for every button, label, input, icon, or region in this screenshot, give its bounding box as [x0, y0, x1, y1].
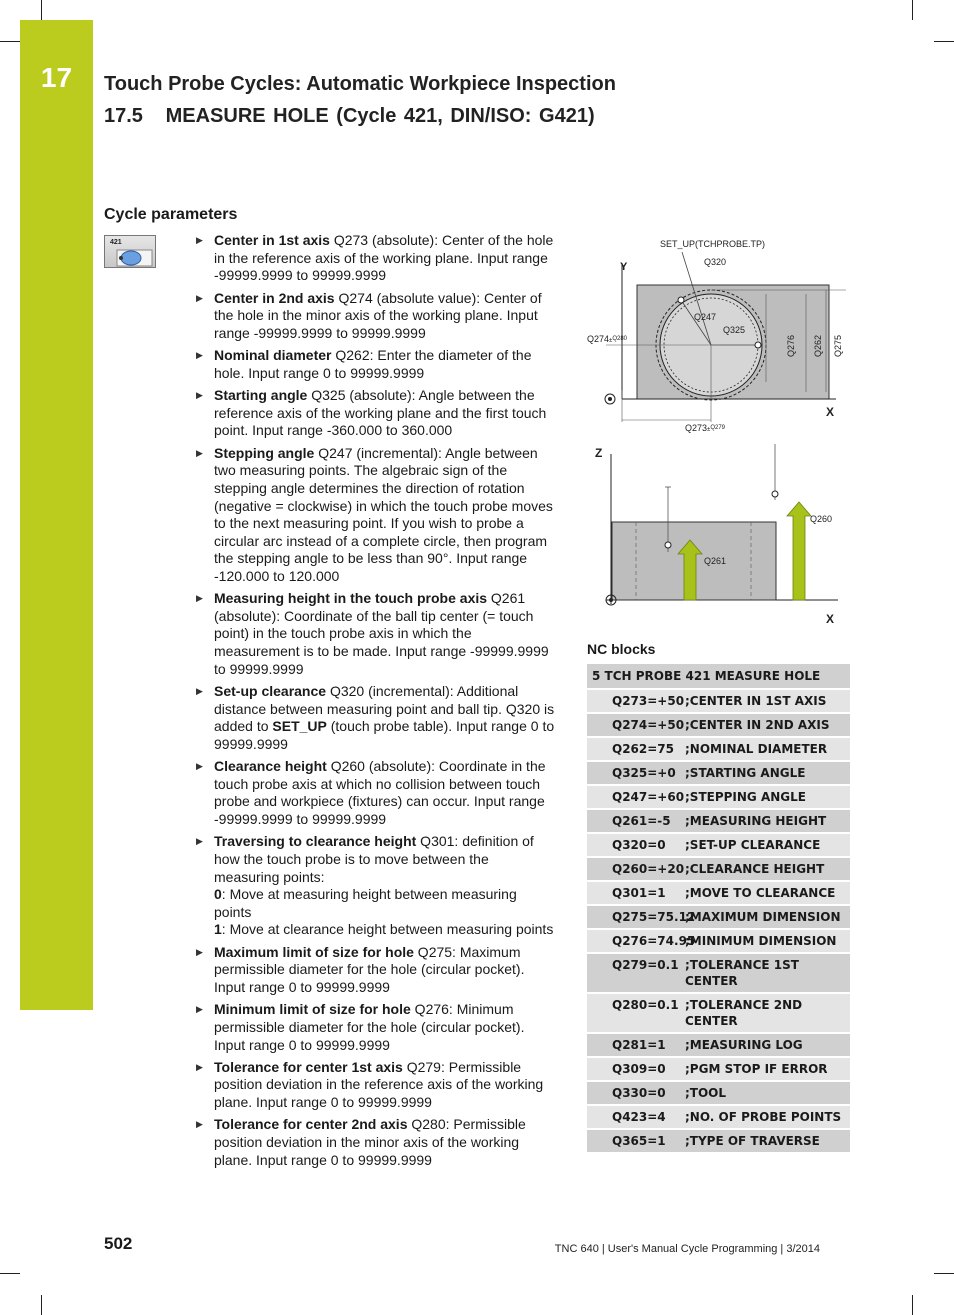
parameter-list: [196, 232, 556, 1174]
nc-comment: ;MAXIMUM DIMENSION: [685, 910, 841, 924]
option-key: 0: [214, 886, 222, 903]
nc-row: [587, 808, 850, 832]
parameter-item: [196, 833, 556, 939]
bullet-arrow-icon: ▶: [196, 1004, 203, 1015]
parameter-name: Center in 2nd axis: [214, 289, 335, 306]
parameter-item: [196, 590, 556, 678]
cycle-diagram: [586, 232, 848, 632]
crop-mark: [934, 1273, 954, 1274]
parameter-item: [196, 347, 556, 382]
nc-parameter: Q281=1: [612, 1038, 666, 1052]
nc-parameter: Q330=0: [612, 1086, 666, 1100]
page-footer: TNC 640 | User's Manual Cycle Programming | 3/2014: [554, 1243, 820, 1255]
nc-row: [587, 784, 850, 808]
parameter-item: [196, 1001, 556, 1054]
axis-y-label: Y: [620, 261, 628, 273]
nc-row: [587, 856, 850, 880]
nc-comment: ;SET-UP CLEARANCE: [685, 838, 821, 852]
nc-row: [587, 1104, 850, 1128]
parameter-item: [196, 445, 556, 586]
parameter-description-cont: (touch probe table). Input range 0 to 99999.9999: [214, 718, 555, 752]
nc-row: [587, 1032, 850, 1056]
q320-label: Q320: [704, 257, 727, 267]
nc-comment: ;CENTER IN 1ST AXIS: [685, 694, 827, 708]
crop-mark: [934, 41, 954, 42]
parameter-item: [196, 290, 556, 343]
nc-parameter: Q275=75.12: [612, 910, 696, 924]
parameter-name: Nominal diameter: [214, 347, 332, 364]
section-title: [104, 105, 595, 128]
chapter-title: Touch Probe Cycles: Automatic Workpiece Inspection: [104, 73, 616, 95]
q274-pm: ±: [609, 338, 613, 344]
nc-comment: ;MINIMUM DIMENSION: [685, 934, 837, 948]
nc-parameter: Q301=1: [612, 886, 666, 900]
bullet-arrow-icon: ▶: [196, 1119, 203, 1130]
crop-mark: [0, 1273, 20, 1274]
cycle-421-softkey-icon: [104, 235, 156, 268]
parameter-keyword: SET_UP: [272, 718, 327, 735]
parameter-name: Set-up clearance: [214, 683, 327, 700]
option-text: : Move at clearance height between measuring points: [221, 921, 554, 938]
nc-blocks-heading: NC blocks: [587, 641, 656, 657]
parameter-description: Q274 (absolute value): Center of the hole in the minor axis of the working plane. Input range -99999.9999 to 99999.9999: [214, 289, 542, 341]
nc-parameter: Q320=0: [612, 838, 666, 852]
bullet-arrow-icon: ▶: [196, 292, 203, 303]
nc-parameter: Q365=1: [612, 1134, 666, 1148]
parameter-description: Q275: Maximum permissible diameter for the hole (circular pocket). Input range 0 to 99999.9999: [214, 943, 525, 995]
parameter-name: Minimum limit of size for hole: [214, 1001, 411, 1018]
nc-parameter: Q260=+20: [612, 862, 685, 876]
bullet-arrow-icon: ▶: [196, 235, 203, 245]
q274-text: Q274: [587, 334, 610, 344]
nc-comment: ;TOLERANCE 2ND CENTER: [685, 998, 803, 1028]
bullet-arrow-icon: ▶: [196, 593, 203, 604]
q262-label: Q262: [813, 334, 823, 357]
nc-header-row: 5 TCH PROBE 421 MEASURE HOLE: [587, 664, 850, 688]
nc-rows: [587, 688, 850, 1152]
crop-mark: [912, 1295, 913, 1315]
q261-label: Q261: [704, 556, 727, 566]
q275-label: Q275: [833, 334, 843, 357]
bullet-arrow-icon: ▶: [196, 686, 203, 697]
parameter-item: [196, 758, 556, 828]
q279-text: Q279: [710, 425, 726, 431]
crop-mark: [41, 1295, 42, 1315]
q280-text: Q280: [612, 336, 628, 342]
parameter-description: Q262: Enter the diameter of the hole. Input range 0 to 99999.9999: [214, 347, 532, 381]
q276-label: Q276: [786, 334, 796, 357]
crop-mark: [41, 0, 42, 20]
nc-comment: ;STEPPING ANGLE: [685, 790, 806, 804]
nc-parameter: Q262=75: [612, 742, 675, 756]
nc-parameter: Q261=-5: [612, 814, 671, 828]
chapter-number: 17: [40, 62, 73, 93]
parameter-name: Measuring height in the touch probe axis: [214, 590, 488, 607]
q260-label: Q260: [810, 514, 833, 524]
nc-parameter: Q274=+50: [612, 718, 685, 732]
parameter-item: [196, 944, 556, 997]
parameter-description: Q276: Minimum permissible diameter for the hole (circular pocket). Input range 0 to 99999.9999: [214, 1001, 525, 1053]
nc-parameter: Q280=0.1: [612, 998, 679, 1012]
softkey-label: 421: [110, 239, 122, 246]
nc-parameter: Q309=0: [612, 1062, 666, 1076]
parameter-description: Q261 (absolute): Coordinate of the ball tip center (= touch point) in the touch probe axis in which the measurement is to be made. Input range -99999.9999 to 99999.9999: [214, 590, 549, 677]
nc-blocks-table: [587, 664, 850, 1152]
bullet-arrow-icon: ▶: [196, 946, 203, 957]
nc-row: [587, 992, 850, 1032]
side-view: [595, 444, 838, 626]
q247-label: Q247: [694, 312, 717, 322]
nc-comment: ;PGM STOP IF ERROR: [685, 1062, 828, 1076]
nc-row: [587, 904, 850, 928]
nc-comment: ;MOVE TO CLEARANCE: [685, 886, 836, 900]
bullet-arrow-icon: ▶: [196, 836, 203, 847]
parameter-item: [196, 232, 556, 285]
parameter-description: Q301: definition of how the touch probe is to move between the measuring points:: [214, 833, 534, 885]
parameter-item: [196, 683, 556, 753]
nc-comment: ;CLEARANCE HEIGHT: [685, 862, 825, 876]
nc-comment: ;STARTING ANGLE: [685, 766, 806, 780]
nc-row: [587, 928, 850, 952]
bullet-arrow-icon: ▶: [196, 1061, 203, 1072]
nc-row: [587, 1056, 850, 1080]
nc-parameter: Q273=+50: [612, 694, 685, 708]
parameter-name: Stepping angle: [214, 444, 315, 461]
nc-comment: ;MEASURING HEIGHT: [685, 814, 827, 828]
parameter-name: Center in 1st axis: [214, 232, 330, 248]
nc-row: [587, 712, 850, 736]
axis-x-side-label: X: [826, 612, 835, 626]
q273-label: [685, 423, 726, 433]
parameter-description: Q260 (absolute): Coordinate in the touch probe axis at which no collision between touch probe and workpiece (fixtures) can occur. Input range -99999.9999 to 99999.9999: [214, 758, 546, 827]
q273-pm: ±: [707, 427, 711, 433]
axis-z-label: Z: [595, 446, 603, 460]
nc-parameter: Q279=0.1: [612, 958, 679, 972]
nc-row: [587, 760, 850, 784]
axis-x-label: X: [826, 405, 835, 419]
q273-text: Q273: [685, 423, 708, 433]
nc-row: [587, 1128, 850, 1152]
page-number: 502: [104, 1234, 133, 1253]
bullet-arrow-icon: ▶: [196, 761, 203, 772]
bullet-arrow-icon: ▶: [196, 390, 203, 401]
nc-comment: ;NOMINAL DIAMETER: [685, 742, 828, 756]
section-number: 17.5: [104, 105, 143, 127]
nc-comment: ;TYPE OF TRAVERSE: [685, 1134, 820, 1148]
nc-row: [587, 1080, 850, 1104]
option-key: 1: [214, 921, 222, 938]
nc-comment: ;TOOL: [685, 1086, 727, 1100]
option-text: : Move at measuring height between measuring points: [214, 886, 517, 920]
parameter-item: [196, 387, 556, 440]
parameter-item: [196, 1059, 556, 1112]
section-name: MEASURE HOLE (Cycle 421, DIN/ISO: G421): [165, 105, 595, 127]
nc-row: [587, 952, 850, 992]
bullet-arrow-icon: ▶: [196, 447, 203, 458]
parameter-name: Maximum limit of size for hole: [214, 943, 414, 960]
cycle-parameters-heading: Cycle parameters: [104, 206, 238, 223]
parameter-description: Q273 (absolute): Center of the hole in the reference axis of the working plane. Input range -99999.9999 to 99999.9999: [214, 232, 554, 284]
hole-icon: [105, 236, 155, 267]
nc-parameter: Q276=74.95: [612, 934, 696, 948]
nc-comment: ;MEASURING LOG: [685, 1038, 803, 1052]
parameter-description: Q280: Permissible position deviation in the minor axis of the working plane. Input range 0 to 99999.9999: [214, 1116, 526, 1168]
parameter-item: [196, 1116, 556, 1169]
nc-comment: ;TOLERANCE 1ST CENTER: [685, 958, 799, 988]
nc-parameter: Q423=4: [612, 1110, 666, 1124]
parameter-name: Traversing to clearance height: [214, 833, 417, 850]
nc-comment: ;NO. OF PROBE POINTS: [685, 1110, 842, 1124]
crop-mark: [0, 41, 20, 42]
parameter-description: Q320 (incremental): Additional distance between measuring point and ball tip. Q320 is added to: [214, 683, 555, 735]
nc-comment: ;CENTER IN 2ND AXIS: [685, 718, 830, 732]
parameter-name: Starting angle: [214, 387, 308, 404]
nc-row: [587, 688, 850, 712]
chapter-tab: [20, 20, 93, 1010]
parameter-description: Q247 (incremental): Angle between two measuring points. The algebraic sign of the stepping angle determines the direction of rotation (negative = clockwise) in which the touch probe moves to the next measuring point. If you wish to probe a circular arc instead of a complete circle, then program the stepping angle to be less than 90°. Input range -120.000 to 120.000: [214, 444, 553, 584]
parameter-name: Tolerance for center 2nd axis: [214, 1116, 408, 1133]
parameter-description: Q325 (absolute): Angle between the reference axis of the working plane and the first touch point. Input range -360.000 to 360.000: [214, 387, 547, 439]
parameter-description: Q279: Permissible position deviation in the reference axis of the working plane. Input range 0 to 99999.9999: [214, 1058, 544, 1111]
nc-row: [587, 880, 850, 904]
parameter-name: Tolerance for center 1st axis: [214, 1058, 403, 1075]
nc-row: [587, 832, 850, 856]
nc-row: [587, 736, 850, 760]
parameter-name: Clearance height: [214, 758, 327, 775]
bullet-arrow-icon: ▶: [196, 350, 203, 361]
nc-parameter: Q247=+60: [612, 790, 685, 804]
setup-label: SET_UP(TCHPROBE.TP): [660, 239, 766, 249]
crop-mark: [912, 0, 913, 20]
nc-parameter: Q325=+0: [612, 766, 676, 780]
q325-label: Q325: [723, 325, 746, 335]
top-view: [587, 239, 846, 433]
